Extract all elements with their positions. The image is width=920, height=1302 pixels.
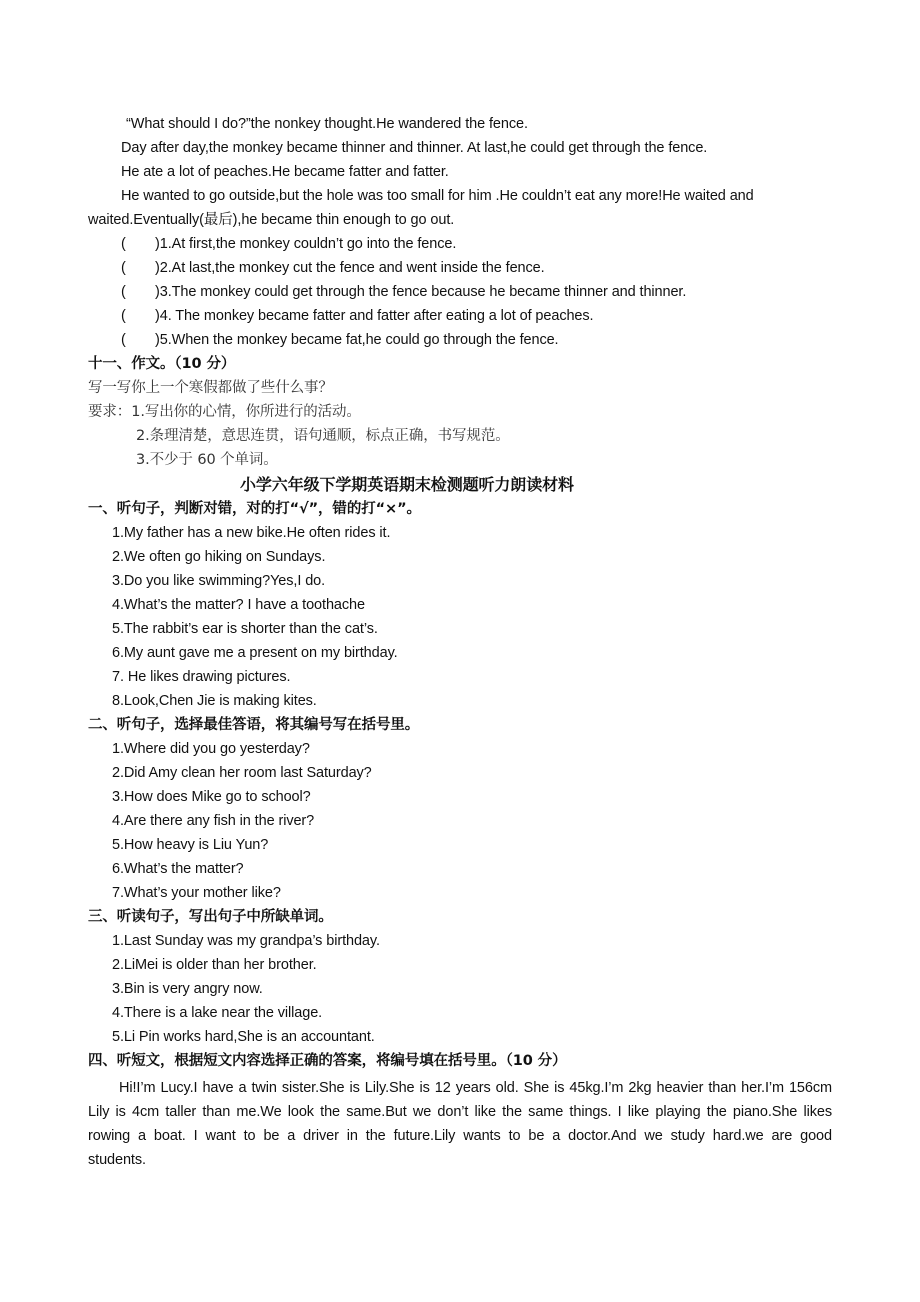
listening-item: 4.There is a lake near the village. (112, 1005, 323, 1021)
section-heading: 四、听短文，根据短文内容选择正确的答案，将编号填在括号里。（10 分） (88, 1053, 567, 1069)
composition-heading: 十一、作文。（10 分） (88, 356, 236, 372)
composition-requirement: 2.条理清楚，意思连贯，语句通顺，标点正确，书写规范。 (136, 428, 510, 444)
listening-item: 1.Last Sunday was my grandpa’s birthday. (112, 933, 380, 949)
story-line: waited.Eventually(最后),he became thin enough to go out. (88, 212, 455, 228)
listening-item: 6.My aunt gave me a present on my birthday. (112, 645, 398, 661)
answer-bracket[interactable]: ( (121, 308, 126, 324)
composition-prompt: 写一写你上一个寒假都做了些什么事？ (88, 380, 333, 396)
answer-bracket[interactable]: ( (121, 332, 126, 348)
story-line: He wanted to go outside,but the hole was too small for him .He couldn’t eat any more!He waited and (121, 188, 754, 204)
listening-item: 4.Are there any fish in the river? (112, 813, 315, 829)
listening-item: 2.We often go hiking on Sundays. (112, 549, 326, 565)
listening-item: 3.Bin is very angry now. (112, 981, 263, 997)
story-line: “What should I do?”the nonkey thought.He wandered the fence. (126, 116, 528, 132)
listening-item: 7.What’s your mother like? (112, 885, 281, 901)
listening-item: 5.The rabbit’s ear is shorter than the cat’s. (112, 621, 378, 637)
listening-item: 6.What’s the matter? (112, 861, 244, 877)
listening-item: 2.LiMei is older than her brother. (112, 957, 317, 973)
listening-item: 3.How does Mike go to school? (112, 789, 311, 805)
section-heading: 三、听读句子，写出句子中所缺单词。 (88, 909, 333, 925)
story-line: Day after day,the monkey became thinner and thinner. At last,he could get through the fence. (121, 140, 708, 156)
listening-item: 8.Look,Chen Jie is making kites. (112, 693, 317, 709)
passage-line: rowing a boat. I want to be a driver in the future.Lily wants to be a doctor.And we study hard.we are good (88, 1128, 832, 1144)
passage-line: Hi!I’m Lucy.I have a twin sister.She is Lily.She is 12 years old. She is 45kg.I’m 2kg heavier than her.I’m 156cm (119, 1080, 832, 1096)
composition-requirement: 要求：1.写出你的心情，你所进行的活动。 (88, 404, 361, 420)
section-heading: 一、听句子，判断对错，对的打“√”，错的打“×”。 (88, 501, 421, 517)
true-false-question: ( )4. The monkey became fatter and fatter after eating a lot of peaches. (121, 308, 594, 324)
listening-item: 2.Did Amy clean her room last Saturday? (112, 765, 372, 781)
listening-item: 5.How heavy is Liu Yun? (112, 837, 269, 853)
listening-item: 4.What’s the matter? I have a toothache (112, 597, 365, 613)
answer-bracket[interactable]: ( (121, 236, 126, 252)
true-false-question: ( )2.At last,the monkey cut the fence and went inside the fence. (121, 260, 545, 276)
true-false-question: ( )3.The monkey could get through the fence because he became thinner and thinner. (121, 284, 687, 300)
story-line: He ate a lot of peaches.He became fatter and fatter. (121, 164, 449, 180)
true-false-question: ( )1.At first,the monkey couldn’t go into the fence. (121, 236, 457, 252)
listening-item: 3.Do you like swimming?Yes,I do. (112, 573, 326, 589)
answer-bracket[interactable]: ( (121, 260, 126, 276)
answer-bracket[interactable]: ( (121, 284, 126, 300)
page-title: 小学六年级下学期英语期末检测题听力朗读材料 (240, 475, 574, 494)
true-false-question: ( )5.When the monkey became fat,he could go through the fence. (121, 332, 559, 348)
listening-item: 5.Li Pin works hard,She is an accountant. (112, 1029, 375, 1045)
composition-requirement: 3.不少于 60 个单词。 (136, 452, 278, 468)
listening-item: 7. He likes drawing pictures. (112, 669, 291, 685)
passage-line: students. (88, 1152, 146, 1168)
passage-line: Lily is 4cm taller than me.We look the same.But we don’t like the same things. I like playing the piano.She likes (88, 1104, 832, 1120)
listening-item: 1.Where did you go yesterday? (112, 741, 310, 757)
section-heading: 二、听句子，选择最佳答语，将其编号写在括号里。 (88, 717, 420, 733)
listening-item: 1.My father has a new bike.He often rides it. (112, 525, 391, 541)
